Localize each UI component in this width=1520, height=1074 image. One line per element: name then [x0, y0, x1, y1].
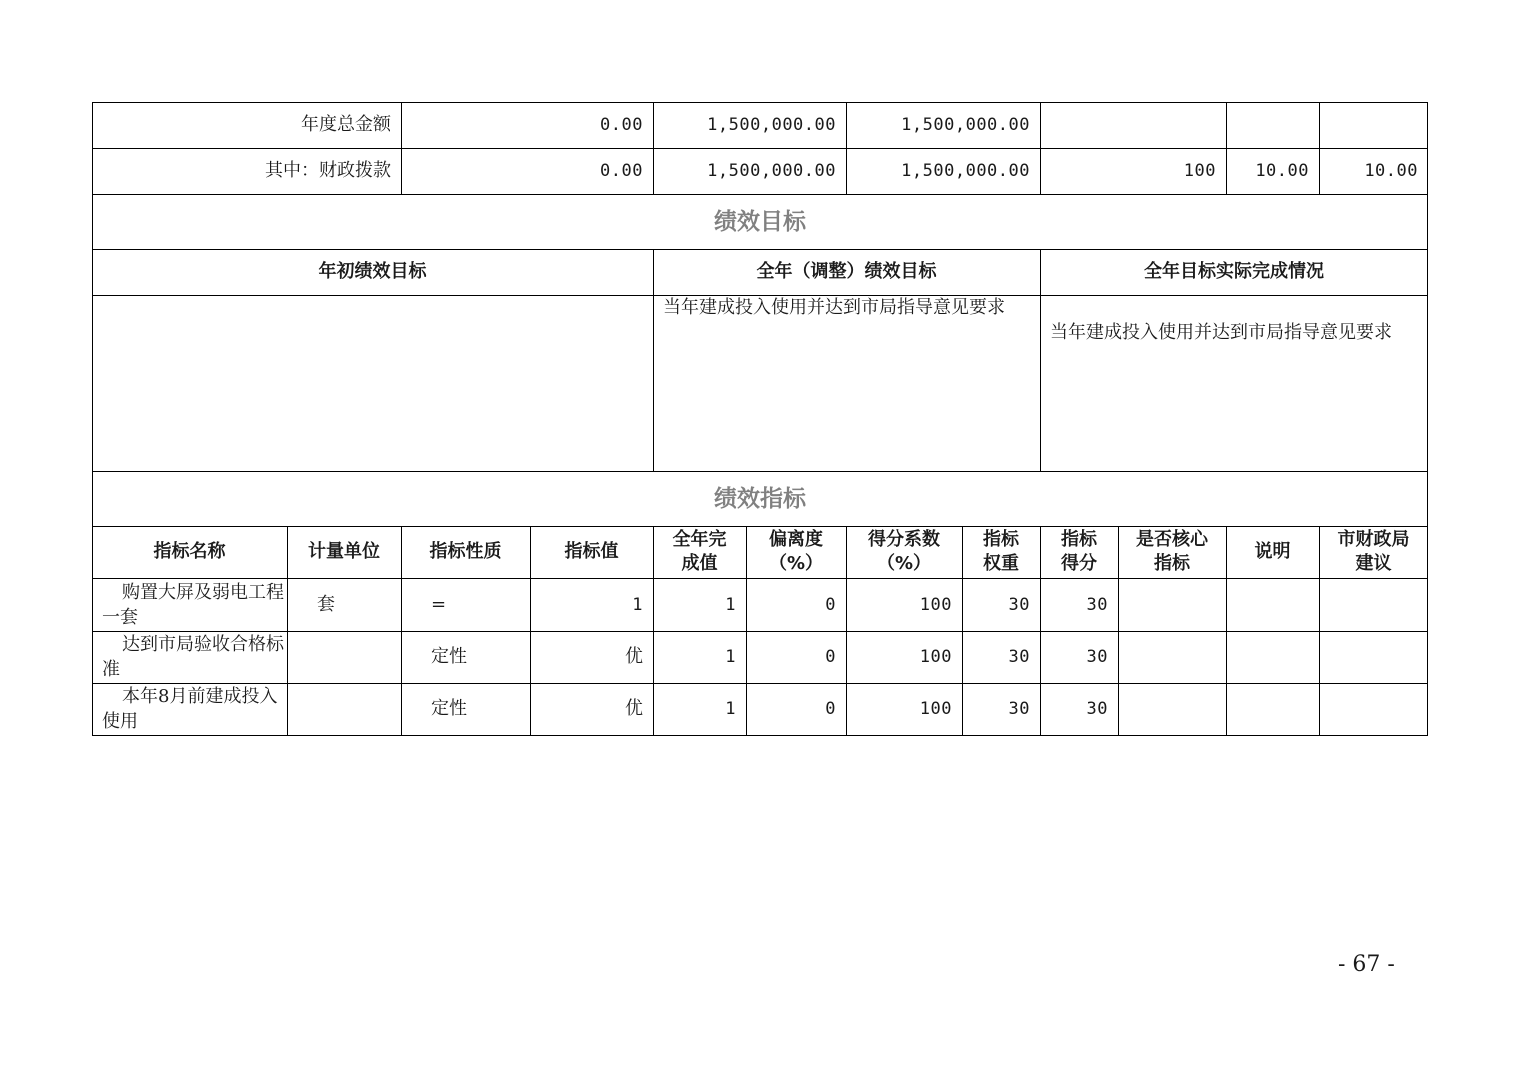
fiscal-allocation-v5: 10.00	[1255, 161, 1309, 181]
initial-goal-text	[92, 295, 653, 471]
indicator-score: 30	[1086, 647, 1108, 667]
indicator-advice	[1319, 683, 1428, 735]
indicator-target: 优	[625, 698, 643, 719]
indicator-score: 30	[1086, 594, 1108, 615]
initial-goal-header: 年初绩效目标	[318, 261, 427, 282]
col-header-advice: 市财政局建议	[1337, 529, 1410, 574]
adjusted-goal-header: 全年（调整）绩效目标	[756, 261, 937, 282]
total-amount-v3: 1,500,000.00	[901, 115, 1030, 135]
page-number: - 67 -	[1338, 952, 1395, 977]
indicator-unit: 套	[317, 593, 335, 615]
indicator-coef: 100	[919, 594, 952, 615]
total-amount-v4	[1040, 102, 1226, 148]
goals-section-title: 绩效目标	[714, 208, 806, 235]
actual-goal-header: 全年目标实际完成情况	[1144, 261, 1324, 282]
actual-goal-text: 当年建成投入使用并达到市局指导意见要求	[1050, 322, 1392, 343]
indicator-deviation: 0	[825, 594, 836, 615]
indicator-nature: =	[431, 593, 447, 615]
indicator-deviation: 0	[825, 699, 836, 719]
total-amount-v1: 0.00	[600, 115, 643, 135]
indicator-coef: 100	[919, 647, 952, 667]
indicator-done: 1	[725, 594, 736, 615]
fiscal-allocation-v1: 0.00	[600, 161, 643, 181]
col-header-note: 说明	[1254, 541, 1291, 562]
col-header-deviation: 偏离度（%）	[768, 529, 824, 574]
indicator-deviation: 0	[825, 647, 836, 667]
indicator-advice	[1319, 631, 1428, 683]
indicator-weight: 30	[1008, 647, 1030, 667]
indicator-target: 1	[632, 594, 643, 615]
indicator-weight: 30	[1008, 594, 1030, 615]
total-amount-v6	[1319, 102, 1428, 148]
col-header-unit: 计量单位	[308, 541, 380, 562]
fiscal-allocation-label: 其中：财政拨款	[265, 160, 391, 181]
col-header-nature: 指标性质	[429, 541, 502, 562]
fiscal-allocation-v4: 100	[1183, 161, 1216, 181]
col-header-score: 指标得分	[1061, 529, 1097, 574]
indicator-done: 1	[725, 699, 736, 719]
indicator-unit	[287, 683, 401, 735]
indicator-name: 购置大屏及弱电工程一套	[102, 581, 284, 628]
col-header-done: 全年完成值	[672, 529, 727, 574]
indicator-nature: 定性	[431, 646, 467, 667]
indicator-note	[1226, 578, 1319, 631]
indicator-target: 优	[625, 646, 643, 667]
indicator-note	[1226, 683, 1319, 735]
indicator-weight: 30	[1008, 699, 1030, 719]
adjusted-goal-text: 当年建成投入使用并达到市局指导意见要求	[663, 297, 1005, 318]
col-header-name: 指标名称	[153, 541, 226, 562]
fiscal-allocation-v3: 1,500,000.00	[901, 161, 1030, 181]
col-header-weight: 指标权重	[983, 529, 1019, 574]
total-amount-v5	[1226, 102, 1319, 148]
indicator-note	[1226, 631, 1319, 683]
indicator-name: 达到市局验收合格标准	[102, 634, 284, 680]
indicator-advice	[1319, 578, 1428, 631]
col-header-core: 是否核心指标	[1136, 529, 1208, 574]
indicator-core	[1118, 683, 1226, 735]
indicator-nature: 定性	[431, 698, 467, 719]
indicator-unit	[287, 631, 401, 683]
indicator-score: 30	[1086, 699, 1108, 719]
indicator-core	[1118, 578, 1226, 631]
indicators-section-title: 绩效指标	[714, 485, 806, 512]
col-header-coef: 得分系数（%）	[868, 529, 940, 574]
fiscal-allocation-v6: 10.00	[1364, 161, 1418, 181]
total-amount-v2: 1,500,000.00	[707, 115, 836, 135]
indicator-core	[1118, 631, 1226, 683]
total-amount-label: 年度总金额	[301, 114, 391, 135]
indicator-coef: 100	[919, 699, 952, 719]
col-header-target: 指标值	[564, 541, 619, 562]
indicator-name: 本年8月前建成投入使用	[102, 686, 278, 732]
fiscal-allocation-v2: 1,500,000.00	[707, 161, 836, 181]
indicator-done: 1	[725, 647, 736, 667]
